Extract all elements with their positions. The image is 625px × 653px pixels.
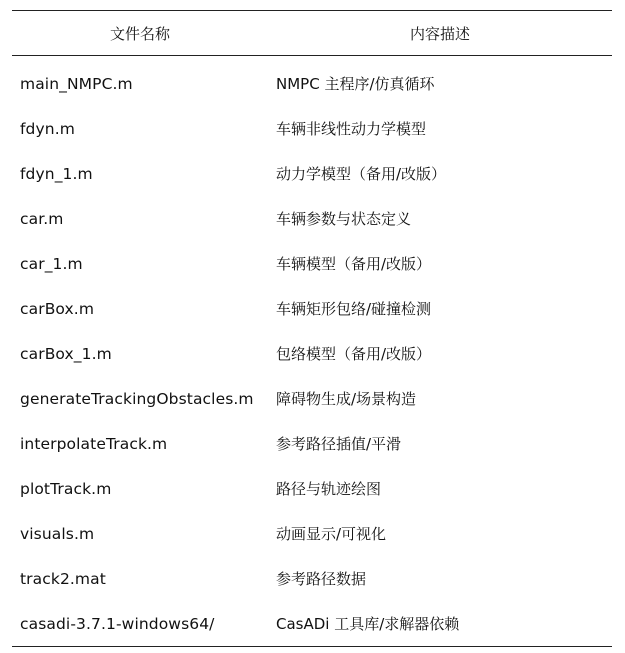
header-file-name: 文件名称 <box>109 24 170 43</box>
description-cell: NMPC 主程序/仿真循环 <box>276 75 435 93</box>
table-row <box>12 601 612 647</box>
header-row <box>12 11 612 56</box>
table-row <box>12 241 612 286</box>
table-row <box>12 511 612 556</box>
description-cell: 车辆模型（备用/改版） <box>276 255 432 273</box>
description-cell: 动力学模型（备用/改版） <box>276 165 447 183</box>
file-name-cell: fdyn.m <box>20 119 75 138</box>
file-name-cell: plotTrack.m <box>20 479 112 498</box>
table-row <box>12 106 612 151</box>
file-name-cell: carBox.m <box>20 299 95 318</box>
table-row <box>12 331 612 376</box>
description-cell: 参考路径插值/平滑 <box>276 435 402 453</box>
file-name-cell: generateTrackingObstacles.m <box>20 389 254 408</box>
table-body <box>12 56 612 647</box>
file-name-cell: casadi-3.7.1-windows64/ <box>20 614 215 633</box>
header-description: 内容描述 <box>409 24 470 43</box>
file-name-cell: car_1.m <box>20 254 83 273</box>
file-table-container <box>12 10 612 647</box>
table-header <box>12 11 612 56</box>
description-cell: 车辆非线性动力学模型 <box>276 120 427 138</box>
file-name-cell: car.m <box>20 209 64 228</box>
file-name-cell: visuals.m <box>20 524 95 543</box>
file-name-cell: fdyn_1.m <box>20 164 93 183</box>
description-cell: 动画显示/可视化 <box>276 525 387 543</box>
table-row <box>12 556 612 601</box>
file-name-cell: main_NMPC.m <box>20 74 133 93</box>
file-name-cell: track2.mat <box>20 569 106 588</box>
table-row <box>12 56 612 107</box>
table-row <box>12 421 612 466</box>
description-cell: 包络模型（备用/改版） <box>276 345 432 363</box>
description-cell: 路径与轨迹绘图 <box>276 480 382 498</box>
file-name-cell: carBox_1.m <box>20 344 112 363</box>
description-cell: 车辆参数与状态定义 <box>276 210 412 228</box>
table-row <box>12 466 612 511</box>
description-cell: 车辆矩形包络/碰撞检测 <box>276 300 432 318</box>
description-cell: 参考路径数据 <box>276 570 367 588</box>
description-cell: 障碍物生成/场景构造 <box>276 390 417 408</box>
table-row <box>12 196 612 241</box>
description-cell: CasADi 工具库/求解器依赖 <box>276 615 460 633</box>
file-description-table <box>12 10 612 647</box>
table-row <box>12 376 612 421</box>
file-name-cell: interpolateTrack.m <box>20 434 168 453</box>
table-row <box>12 151 612 196</box>
table-row <box>12 286 612 331</box>
